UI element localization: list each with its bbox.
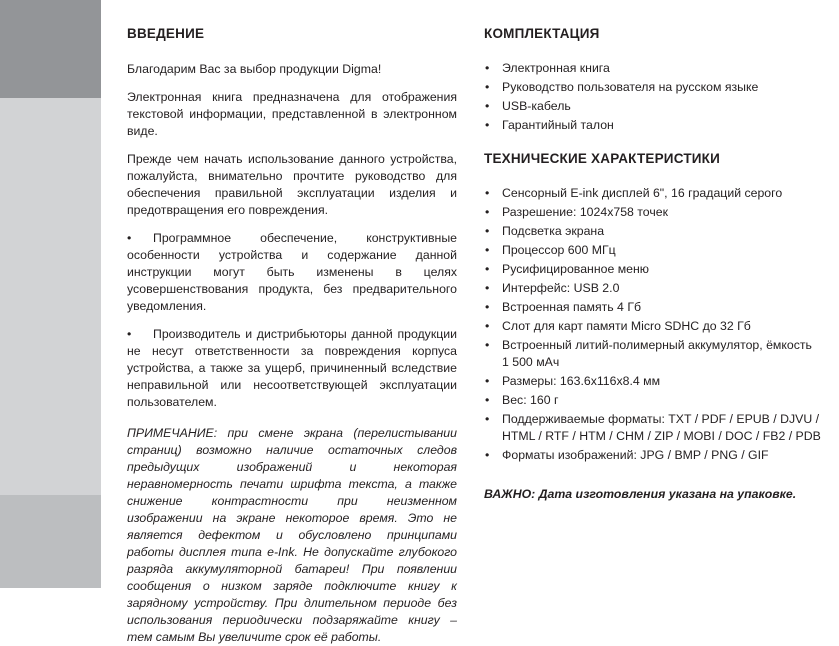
- package-title: КОМПЛЕКТАЦИЯ: [484, 26, 600, 41]
- list-item-text: Встроенный литий-полимерный аккумулятор, ёмкость 1 500 мАч: [502, 338, 812, 369]
- list-item: [484, 98, 822, 115]
- list-item-text: Электронная книга: [502, 61, 610, 75]
- bullet-icon: •: [127, 327, 132, 341]
- intro-note: ПРИМЕЧАНИЕ: при смене экрана (перелистывании страниц) возможно наличие остаточных следов предыдущих изображений и некоторая неравномерность печати шрифта текста, а также снижение контрастности при неизменном изображении на экране некоторое время. Это не является дефектом и обусловлено принципами работы дисплея типа e-Ink. Не допускайте глубокого разряда аккумуляторной батареи! При появлении сообщения о низком заряде подключите книгу к зарядному устройству. При длительном периоде без использования периодически подзаряжайте книгу – тем самым Вы увеличите срок её работы.: [127, 426, 457, 644]
- list-item-text: Процессор 600 МГц: [502, 243, 616, 257]
- list-item: [484, 392, 822, 409]
- intro-bullet-text: Программное обеспечение, конструктивные особенности устройства и содержание данной инструкции могут быть изменены в целях усовершенствования продукта, без предварительного уведомления.: [127, 231, 457, 313]
- list-item-text: Русифицированное меню: [502, 262, 650, 276]
- list-item-text: Разрешение: 1024x758 точек: [502, 205, 668, 219]
- list-item: [484, 242, 822, 259]
- list-item-text: Подсветка экрана: [502, 224, 605, 238]
- list-item-text: USB-кабель: [502, 99, 571, 113]
- bullet-icon: •: [485, 262, 490, 276]
- bullet-icon: •: [127, 231, 132, 245]
- list-item-text: Интерфейс: USB 2.0: [502, 281, 620, 295]
- list-item: [484, 411, 822, 445]
- package-section: [484, 27, 822, 134]
- bullet-icon: •: [485, 448, 490, 462]
- bullet-icon: •: [485, 186, 490, 200]
- bullet-icon: •: [485, 281, 490, 295]
- list-item-text: Гарантийный талон: [502, 118, 614, 132]
- intro-bullet-paragraph: [127, 230, 457, 315]
- bullet-icon: •: [485, 300, 490, 314]
- important-note: ВАЖНО: Дата изготовления указана на упаковке.: [484, 487, 797, 501]
- intro-bullet-text: Производитель и дистрибьюторы данной продукции не несут ответственности за повреждения корпуса устройства, а также за ущерб, причиненный вследствие неправильной или несоответствующей эксплуатации пользователем.: [127, 327, 457, 409]
- list-item-text: Размеры: 163.6x116x8.4 мм: [502, 374, 661, 388]
- bullet-icon: •: [485, 118, 490, 132]
- list-item: [484, 280, 822, 297]
- list-item: [484, 337, 822, 371]
- list-item-text: Форматы изображений: JPG / BMP / PNG / GIF: [502, 448, 769, 462]
- bullet-icon: •: [485, 319, 490, 333]
- list-item-text: Вес: 160 г: [502, 393, 559, 407]
- bullet-icon: •: [485, 61, 490, 75]
- specs-section: [484, 152, 822, 464]
- list-item: [484, 299, 822, 316]
- sidebar-decoration: [0, 0, 101, 595]
- bullet-icon: •: [485, 374, 490, 388]
- list-item-text: Сенсорный E-ink дисплей 6", 16 градаций серого: [502, 186, 783, 200]
- list-item-text: Слот для карт памяти Micro SDHC до 32 Гб: [502, 319, 751, 333]
- bullet-icon: •: [485, 412, 490, 426]
- specs-list: [484, 185, 822, 464]
- bullet-icon: •: [485, 393, 490, 407]
- intro-paragraph: Прежде чем начать использование данного устройства, пожалуйста, внимательно прочтите руководство для обеспечения правильной эксплуатации изделия и предотвращения его повреждения.: [127, 152, 457, 217]
- specs-title: ТЕХНИЧЕСКИЕ ХАРАКТЕРИСТИКИ: [484, 151, 721, 166]
- bullet-icon: •: [485, 205, 490, 219]
- intro-title: ВВЕДЕНИЕ: [127, 26, 205, 41]
- list-item: [484, 79, 822, 96]
- list-item: [484, 261, 822, 278]
- list-item-text: Руководство пользователя на русском языке: [502, 80, 759, 94]
- list-item: [484, 447, 822, 464]
- list-item: [484, 60, 822, 77]
- intro-section: [127, 27, 457, 646]
- bullet-icon: •: [485, 338, 490, 352]
- list-item: [484, 223, 822, 240]
- list-item: [484, 117, 822, 134]
- intro-paragraph: Благодарим Вас за выбор продукции Digma!: [127, 62, 382, 76]
- list-item: [484, 204, 822, 221]
- list-item-text: Встроенная память 4 Гб: [502, 300, 642, 314]
- intro-bullet-paragraph: [127, 326, 457, 411]
- bullet-icon: •: [485, 243, 490, 257]
- sidebar-band-middle: [0, 98, 101, 495]
- list-item: [484, 373, 822, 390]
- list-item-text: Поддерживаемые форматы: TXT / PDF / EPUB / DJVU / HTML / RTF / HTM / CHM / ZIP / MOBI / DOC / FB2 / PDB: [502, 412, 821, 443]
- package-list: [484, 60, 822, 134]
- right-column: [484, 27, 822, 503]
- list-item: [484, 185, 822, 202]
- bullet-icon: •: [485, 80, 490, 94]
- bullet-icon: •: [485, 99, 490, 113]
- intro-paragraph: Электронная книга предназначена для отображения текстовой информации, представленной в электронном виде.: [127, 90, 457, 138]
- sidebar-band-bottom: [0, 495, 101, 588]
- sidebar-band-top: [0, 0, 101, 98]
- bullet-icon: •: [485, 224, 490, 238]
- list-item: [484, 318, 822, 335]
